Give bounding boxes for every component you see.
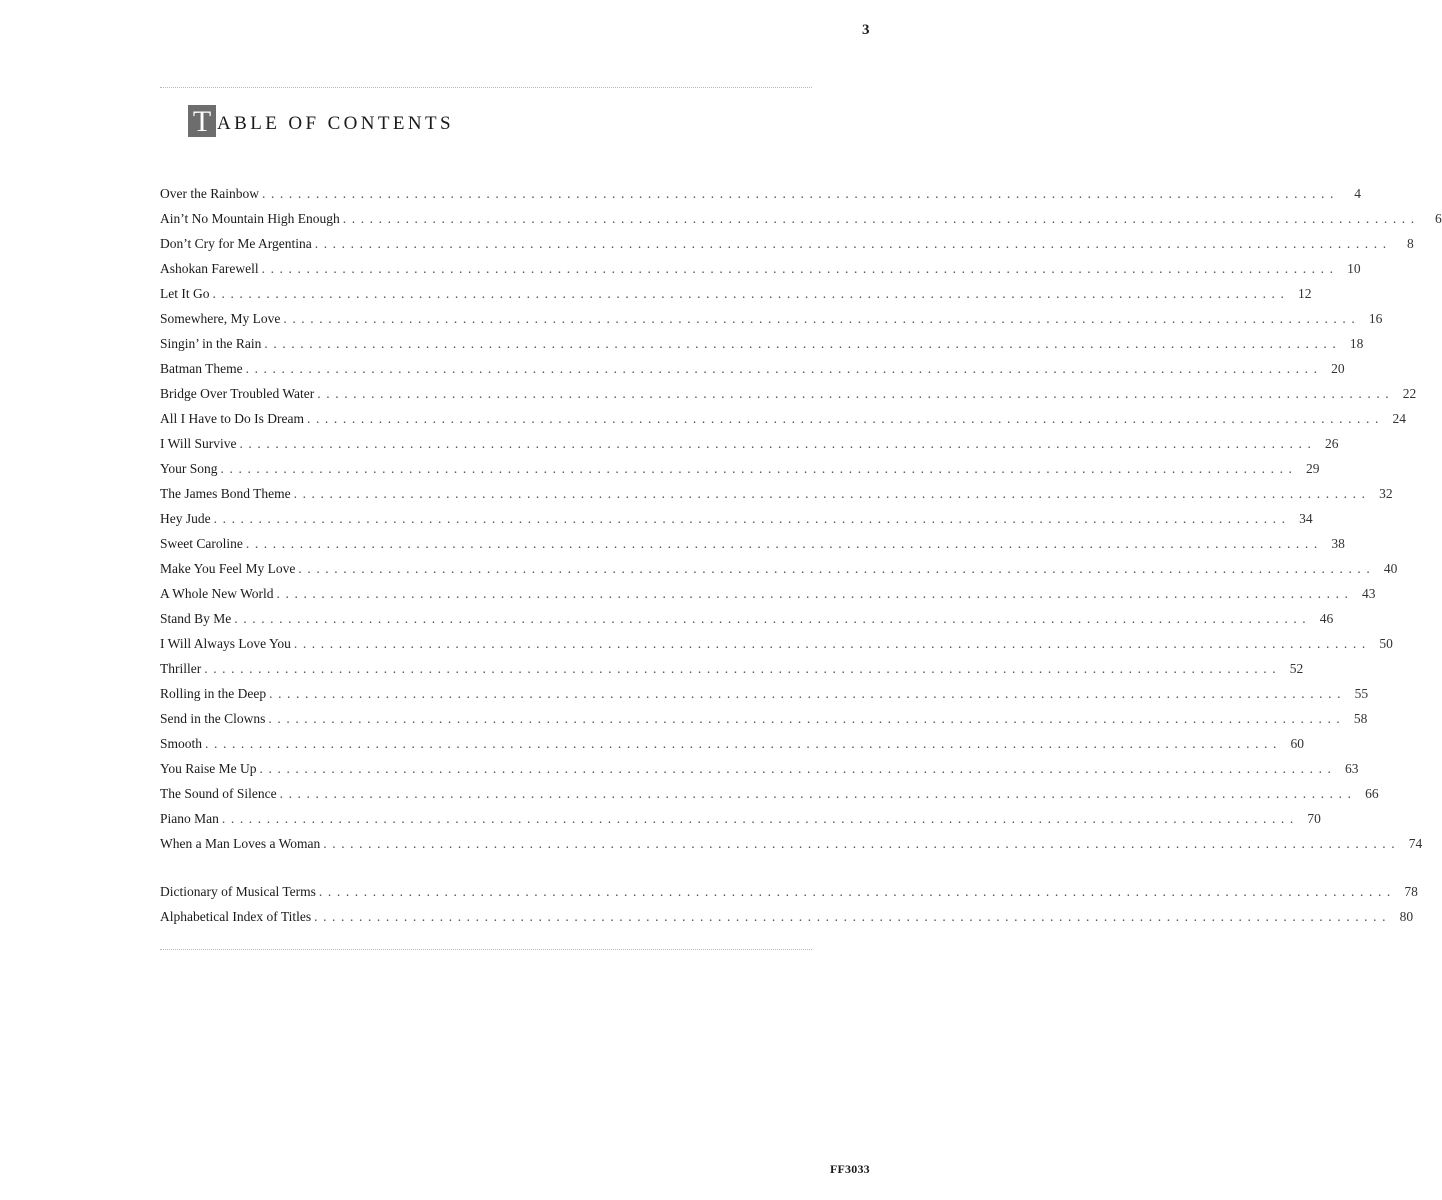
entry-page-number: 38: [1331, 536, 1345, 551]
dot-leader: ........................................................................................................................: [205, 736, 1283, 751]
entry-title: A Whole New World: [160, 586, 274, 601]
toc-entry: [160, 731, 1305, 756]
entry-page-number: 60: [1290, 736, 1305, 751]
dot-leader: ........................................................................................................................: [268, 711, 1346, 726]
dot-leader: ........................................................................................................................: [276, 586, 1354, 601]
toc-entry: [160, 756, 1359, 781]
title-text: ABLE OF CONTENTS: [217, 113, 455, 134]
toc-entry: [160, 531, 1345, 556]
dot-leader: ........................................................................................................................: [259, 761, 1337, 776]
dot-leader: ........................................................................................................................: [245, 536, 1323, 551]
toc-entry: [160, 356, 1345, 381]
entry-page-number: 10: [1347, 261, 1361, 276]
dot-leader: ........................................................................................................................: [298, 561, 1376, 576]
entry-title: Thriller: [160, 661, 202, 676]
entry-page-number: 58: [1353, 711, 1368, 726]
toc-entry: [160, 256, 1361, 281]
dot-leader: ........................................................................................................................: [269, 686, 1347, 701]
dot-leader: ........................................................................................................................: [283, 311, 1361, 326]
entry-page-number: 63: [1345, 761, 1359, 776]
dot-leader: ........................................................................................................................: [293, 486, 1371, 501]
entry-page-number: 34: [1299, 511, 1313, 526]
dot-leader: ........................................................................................................................: [314, 909, 1392, 924]
entry-title: Hey Jude: [160, 511, 211, 526]
dot-leader: ........................................................................................................................: [220, 461, 1298, 476]
entry-page-number: 12: [1298, 286, 1312, 301]
toc-entry: [160, 706, 1368, 731]
entry-page-number: 20: [1331, 361, 1345, 376]
entry-title: Dictionary of Musical Terms: [160, 884, 316, 899]
entry-page-number: 6: [1435, 211, 1442, 226]
entry-page-number: 46: [1319, 611, 1334, 626]
toc-entry: [160, 181, 1361, 206]
toc-entry: [160, 806, 1321, 831]
entry-title: Batman Theme: [160, 361, 243, 376]
entry-page-number: 26: [1324, 436, 1339, 451]
entry-page-number: 4: [1354, 186, 1361, 201]
dot-leader: ........................................................................................................................: [317, 386, 1395, 401]
toc-entry: [160, 206, 1442, 231]
toc-entry: [160, 231, 1414, 256]
entry-title: Don’t Cry for Me Argentina: [160, 236, 312, 251]
dot-leader: ........................................................................................................................: [342, 211, 1420, 226]
toc-entry: [160, 456, 1320, 481]
top-dotted-rule: [160, 87, 812, 88]
toc-entry: [160, 406, 1406, 431]
toc-entry: [160, 656, 1304, 681]
toc-entry: [160, 481, 1393, 506]
entry-title: Ashokan Farewell: [160, 261, 259, 276]
toc-entry: [160, 904, 1414, 929]
dot-leader: ........................................................................................................................: [264, 336, 1342, 351]
entry-title: Piano Man: [160, 811, 219, 826]
toc-entry: [160, 281, 1312, 306]
toc-entry: [160, 581, 1376, 606]
entry-title: Sweet Caroline: [160, 536, 243, 551]
dot-leader: ........................................................................................................................: [293, 636, 1371, 651]
entry-page-number: 16: [1368, 311, 1383, 326]
entry-page-number: 55: [1354, 686, 1369, 701]
entry-title: When a Man Loves a Woman: [160, 836, 321, 851]
dot-leader: ........................................................................................................................: [212, 286, 1290, 301]
entry-page-number: 80: [1399, 909, 1414, 924]
entry-title: Let It Go: [160, 286, 210, 301]
catalog-code: FF3033: [830, 1162, 870, 1176]
toc-entry: [160, 606, 1334, 631]
dot-leader: ........................................................................................................................: [204, 661, 1282, 676]
toc-entry: [160, 506, 1313, 531]
toc-entry: [160, 381, 1417, 406]
dot-leader: ........................................................................................................................: [221, 811, 1299, 826]
entry-page-number: 70: [1307, 811, 1321, 826]
entry-title: All I Have to Do Is Dream: [160, 411, 304, 426]
entry-page-number: 24: [1392, 411, 1406, 426]
entry-page-number: 32: [1379, 486, 1393, 501]
entry-title: Ain’t No Mountain High Enough: [160, 211, 340, 226]
entry-page-number: 18: [1349, 336, 1364, 351]
back-matter-list: [160, 879, 1418, 929]
toc-entry: [160, 879, 1418, 904]
toc-list: [160, 181, 1442, 856]
toc-entry: [160, 781, 1379, 806]
title-dropcap: T: [188, 105, 216, 137]
entry-title: I Will Always Love You: [160, 636, 291, 651]
entry-title: Somewhere, My Love: [160, 311, 281, 326]
dot-leader: ........................................................................................................................: [318, 884, 1396, 899]
entry-page-number: 78: [1404, 884, 1418, 899]
entry-title: Your Song: [160, 461, 218, 476]
toc-entry: [160, 431, 1339, 456]
dot-leader: ........................................................................................................................: [234, 611, 1312, 626]
entry-page-number: 40: [1383, 561, 1398, 576]
entry-title: You Raise Me Up: [160, 761, 257, 776]
dot-leader: ........................................................................................................................: [306, 411, 1384, 426]
entry-title: Over the Rainbow: [160, 186, 259, 201]
entry-title: Bridge Over Troubled Water: [160, 386, 315, 401]
entry-page-number: 52: [1289, 661, 1304, 676]
entry-page-number: 74: [1408, 836, 1423, 851]
dot-leader: ........................................................................................................................: [213, 511, 1291, 526]
dot-leader: ........................................................................................................................: [239, 436, 1317, 451]
entry-page-number: 8: [1406, 236, 1414, 251]
page-number: 3: [862, 22, 870, 38]
toc-entry: [160, 306, 1383, 331]
toc-entry: [160, 331, 1364, 356]
toc-entry: [160, 631, 1393, 656]
page-title: [188, 103, 454, 137]
entry-title: Alphabetical Index of Titles: [160, 909, 312, 924]
dot-leader: ........................................................................................................................: [323, 836, 1401, 851]
entry-page-number: 50: [1379, 636, 1393, 651]
entry-title: I Will Survive: [160, 436, 237, 451]
entry-title: Smooth: [160, 736, 203, 751]
dot-leader: ........................................................................................................................: [279, 786, 1357, 801]
toc-entry: [160, 556, 1398, 581]
entry-title: The Sound of Silence: [160, 786, 277, 801]
entry-title: Send in the Clowns: [160, 711, 266, 726]
entry-title: The James Bond Theme: [160, 486, 291, 501]
entry-page-number: 43: [1362, 586, 1376, 601]
dot-leader: ........................................................................................................................: [261, 261, 1339, 276]
toc-entry: [160, 681, 1369, 706]
dot-leader: ........................................................................................................................: [261, 186, 1339, 201]
entry-title: Rolling in the Deep: [160, 686, 267, 701]
dot-leader: ........................................................................................................................: [245, 361, 1323, 376]
entry-title: Make You Feel My Love: [160, 561, 296, 576]
entry-page-number: 29: [1306, 461, 1320, 476]
bottom-dotted-rule: [160, 949, 812, 950]
entry-page-number: 22: [1402, 386, 1417, 401]
entry-title: Singin’ in the Rain: [160, 336, 262, 351]
entry-title: Stand By Me: [160, 611, 232, 626]
toc-entry: [160, 831, 1423, 856]
dot-leader: ........................................................................................................................: [314, 236, 1392, 251]
entry-page-number: 66: [1365, 786, 1379, 801]
